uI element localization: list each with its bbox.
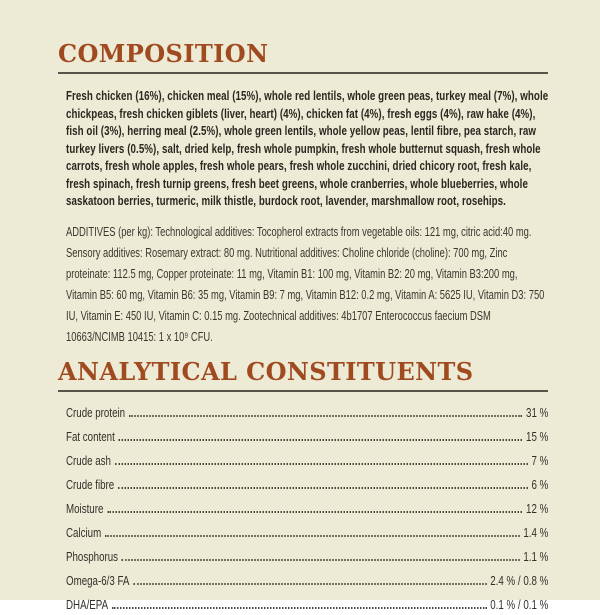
row-label: Crude fibre: [66, 476, 115, 492]
dot-leader: [122, 559, 520, 561]
composition-section: [58, 40, 548, 348]
dot-leader: [107, 511, 522, 513]
composition-divider: [58, 72, 548, 74]
analytical-table: [66, 399, 548, 615]
dot-leader: [118, 487, 528, 489]
table-row-crude-protein: [66, 399, 548, 423]
analytical-divider: [58, 390, 548, 392]
dot-leader: [119, 439, 523, 441]
row-value: 7 %: [531, 452, 549, 468]
row-value: 1.1 %: [523, 548, 549, 564]
composition-heading: COMPOSITION: [58, 39, 269, 68]
ingredients-paragraph: Fresh chicken (16%), chicken meal (15%), whole red lentils, whole green peas, turkey meal (7%), whole chickpeas, fresh chicken giblets (liver, heart) (4%), chicken fat (4%), fresh eggs (4%), raw hake (4%), fish oil (3%), herring meal (2.5%), whole green lentils, whole yellow peas, lentil fibre, pea starch, raw turkey livers (0.5%), salt, dried kelp, fresh whole pumpkin, fresh whole butternut squash, fresh whole carrots, fresh whole apples, fresh whole pears, fresh whole zucchini, dried chicory root, fresh kale, fresh spinach, fresh turnip greens, fresh beet greens, whole cranberries, whole blueberries, whole saskatoon berries, turmeric, milk thistle, burdock root, lavender, marshmallow root, rosehips.: [66, 88, 549, 208]
table-row-crude-fibre: [66, 471, 548, 495]
dot-leader: [105, 535, 520, 537]
additives-paragraph: ADDITIVES (per kg): Technological additives: Tocopherol extracts from vegetable oils: 121 mg, citric acid:40 mg. Sensory additives: Rosemary extract: 80 mg. Nutritional additives: Choline chloride (choline): 700 mg, Zinc proteinate: 112.5 mg, Copper proteinate: 11 mg, Vitamin B1: 100 mg, Vitamin B2: 20 mg, Vitamin B3:200 mg, Vitamin B5: 60 mg, Vitamin B6: 35 mg, Vitamin B9: 7 mg, Vitamin B12: 0.2 mg, Vitamin A: 5625 IU, Vitamin D3: 750 IU, Vitamin E: 450 IU, Vitamin C: 0.15 mg. Zootechnical additives: 4b1707 Enterococcus faecium DSM 10663/NCIMB 10415: 1 x 10⁹ CFU.: [66, 224, 545, 344]
row-value: 12 %: [526, 500, 549, 516]
row-label: Fat content: [66, 428, 115, 444]
analytical-constituents-section: [58, 358, 548, 615]
dot-leader: [133, 583, 486, 585]
row-label: Crude protein: [66, 404, 126, 420]
row-value: 0.1 % / 0.1 %: [490, 596, 549, 612]
dot-leader: [115, 463, 528, 465]
row-value: 15 %: [526, 428, 549, 444]
row-label: Phosphorus: [66, 548, 119, 564]
row-label: DHA/EPA: [66, 596, 109, 612]
table-row-moisture: [66, 495, 548, 519]
table-row-fat-content: [66, 423, 548, 447]
row-label: Calcium: [66, 524, 102, 540]
analytical-heading: ANALYTICAL CONSTITUENTS: [58, 356, 474, 386]
dot-leader: [129, 415, 522, 417]
row-value: 2.4 % / 0.8 %: [490, 572, 549, 588]
row-label: Omega-6/3 FA: [66, 572, 130, 588]
table-row-dha-epa: [66, 591, 548, 615]
row-label: Crude ash: [66, 452, 111, 468]
table-row-crude-ash: [66, 447, 548, 471]
row-label: Moisture: [66, 500, 104, 516]
table-row-phosphorus: [66, 543, 548, 567]
table-row-omega: [66, 567, 548, 591]
row-value: 6 %: [531, 476, 549, 492]
dot-leader: [112, 607, 487, 609]
row-value: 31 %: [526, 404, 549, 420]
table-row-calcium: [66, 519, 548, 543]
row-value: 1.4 %: [523, 524, 549, 540]
